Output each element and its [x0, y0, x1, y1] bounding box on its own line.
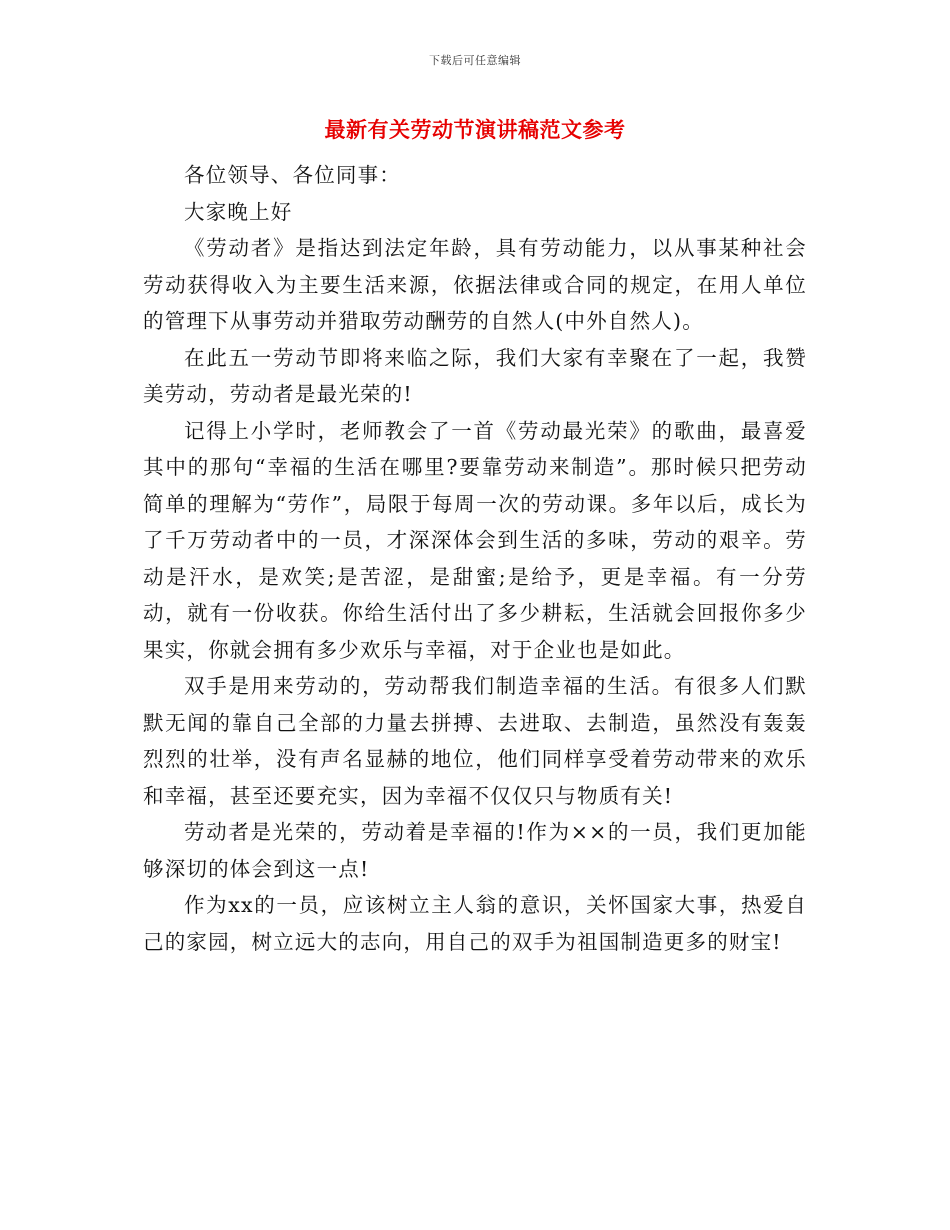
body-paragraph: 在此五一劳动节即将来临之际，我们大家有幸聚在了一起，我赞美劳动，劳动者是最光荣的! [143, 345, 807, 406]
body-paragraph: 双手是用来劳动的，劳动帮我们制造幸福的生活。有很多人们默默无闻的靠自己全部的力量去拼搏、去进取、去制造，虽然没有轰轰烈烈的壮举，没有声名显赫的地位，他们同样享受着劳动带来的欢乐和幸福，甚至还要充实，因为幸福不仅仅只与物质有关! [143, 674, 807, 808]
greeting-paragraph: 大家晚上好 [184, 199, 293, 224]
body-paragraph: 劳动者是光荣的，劳动着是幸福的!作为××的一员，我们更加能够深切的体会到这一点! [143, 820, 807, 881]
document-body [143, 157, 807, 960]
body-paragraph: 《劳动者》是指达到法定年龄，具有劳动能力，以从事某种社会劳动获得收入为主要生活来源，依据法律或合同的规定，在用人单位的管理下从事劳动并猎取劳动酬劳的自然人(中外自然人)。 [143, 236, 807, 333]
document-title: 最新有关劳动节演讲稿范文参考 [324, 118, 626, 142]
closing-paragraph: 作为xx的一员，应该树立主人翁的意识，关怀国家大事，热爱自己的家园，树立远大的志向，用自己的双手为祖国制造更多的财宝! [143, 893, 807, 954]
page-header-note: 下载后可任意编辑 [429, 54, 521, 67]
body-paragraph: 记得上小学时，老师教会了一首《劳动最光荣》的歌曲，最喜爱其中的那句“幸福的生活在哪里?要靠劳动来制造”。那时候只把劳动简单的理解为“劳作”，局限于每周一次的劳动课。多年以后，成长为了千万劳动者中的一员，才深深体会到生活的多味，劳动的艰辛。劳动是汗水，是欢笑;是苦涩，是甜蜜;是给予，更是幸福。有一分劳动，就有一份收获。你给生活付出了多少耕耘，生活就会回报你多少果实，你就会拥有多少欢乐与幸福，对于企业也是如此。 [143, 418, 807, 662]
salutation-paragraph: 各位领导、各位同事： [184, 163, 401, 187]
